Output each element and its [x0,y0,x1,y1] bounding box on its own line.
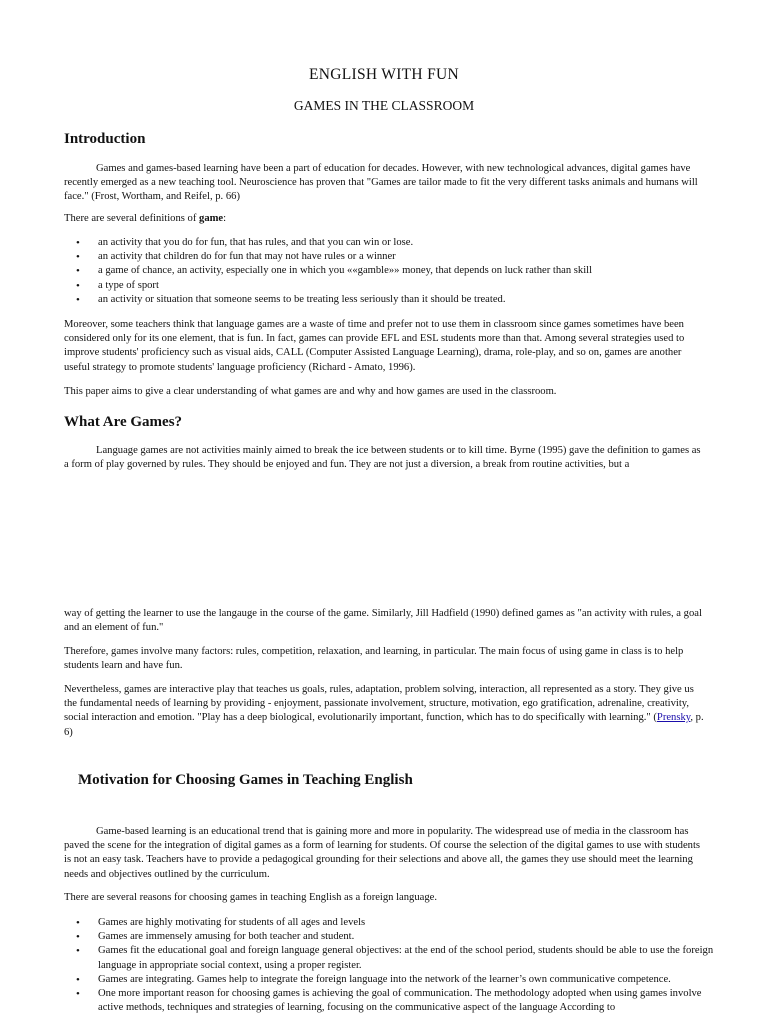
definitions-lead [64,212,704,226]
document-title: ENGLISH WITH FUN [308,66,460,83]
what-paragraph-4-end: , p. 6) [64,712,704,738]
what-paragraph-4 [64,683,704,740]
list-item: • Games are immensely amusing for both teacher and student. [64,930,714,944]
heading-introduction: Introduction [64,131,146,147]
list-item: • Games are integrating. Games help to integrate the foreign language into the network of the learner’s own communicative competence. [64,973,714,987]
definitions-colon: : [223,213,227,224]
list-item: • an activity that you do for fun, that has rules, and that you can win or lose. [64,236,714,250]
heading-what-are-games: What Are Games? [64,414,183,430]
motivation-paragraph-2: There are several reasons for choosing games in teaching English as a foreign language. [64,892,437,903]
list-item: • One more important reason for choosing games is achieving the goal of communication. The methodology adopted when using games involve active methods, techniques and strategies of learning, focusing on the communicative aspect of the language According to [64,987,714,1015]
list-item: • an activity that children do for fun that may not have rules or a winner [64,250,714,264]
intro-paragraph-3: This paper aims to give a clear understanding of what games are and why and how games are used in the classroom. [64,386,557,397]
what-paragraph-4-text: Nevertheless, games are interactive play that teaches us goals, rules, adaptation, problem solving, interaction, all represented as a story. They give us the fundamental needs of learning by providing - enjoyment, passionate involvement, structure, motivation, ego gratification, adrenaline, creativity, social interaction and emotion. "Play has a deep biological, evolutionarily important, function, which has to do specifically with learning." ( [64,684,694,724]
list-item: • an activity or situation that someone seems to be treating less seriously than it should be treated. [64,293,714,307]
definitions-list [64,236,714,307]
prensky-link[interactable]: Prensky [656,712,691,724]
motivation-paragraph-1: Game-based learning is an educational trend that is gaining more and more in popularity. The widespread use of media in the classroom has paved the scene for the integration of digital games as a form of learning for students. Of course the selection of the digital games to use with students is not an easy task. Teachers have to provide a pedagogical grounding for their selections and above all, the games they use should meet the learning needs and objectives outlined by the curriculum. [64,826,701,880]
list-item: • Games fit the educational goal and foreign language general objectives: at the end of the school period, students should be able to use the foreign language in appropriate social context, using a proper register. [64,944,714,972]
what-paragraph-2: way of getting the learner to use the langauge in the course of the game. Similarly, Jill Hadfield (1990) defined games as "an activity with rules, a goal and an element of fun." [64,608,702,634]
list-item: • a type of sport [64,279,714,293]
heading-motivation: Motivation for Choosing Games in Teaching English [78,772,413,788]
definitions-keyword: game [199,213,224,224]
list-item: • a game of chance, an activity, especially one in which you ««gamble»» money, that depends on luck rather than skill [64,264,714,278]
what-paragraph-1: Language games are not activities mainly aimed to break the ice between students or to kill time. Byrne (1995) gave the definition to games as a form of play governed by rules. They should be enjoyed and fun. They are not just a diversion, a break from routine activities, but a [64,445,701,471]
document-subtitle: GAMES IN THE CLASSROOM [293,98,475,113]
intro-paragraph-2: Moreover, some teachers think that language games are a waste of time and prefer not to use them in classroom since games sometimes have been considered only for its one element, that is fun. In fact, games can provide EFL and ESL students more than that. Among several strategies used to improve students' proficiency such as visual aids, CALL (Computer Assisted Language Learning), drama, role-play, and so on, games are another useful strategy to promote students' language proficiency (Richard - Amato, 1996). [64,319,685,373]
definitions-lead-text: There are several definitions of [64,213,200,224]
intro-paragraph-1: Games and games-based learning have been a part of education for decades. However, with new technological advances, digital games have recently emerged as a new teaching tool. Neuroscience has proven that "Games are tailor made to fit the very different tasks animals and humans will face." (Frost, Wortham, and Reifel, p. 66) [64,163,698,203]
list-item: • Games are highly motivating for students of all ages and levels [64,916,714,930]
reasons-list [64,916,714,1015]
what-paragraph-3: Therefore, games involve many factors: rules, competition, relaxation, and learning, in particular. The main focus of using game in class is to help students learn and have fun. [64,646,684,672]
